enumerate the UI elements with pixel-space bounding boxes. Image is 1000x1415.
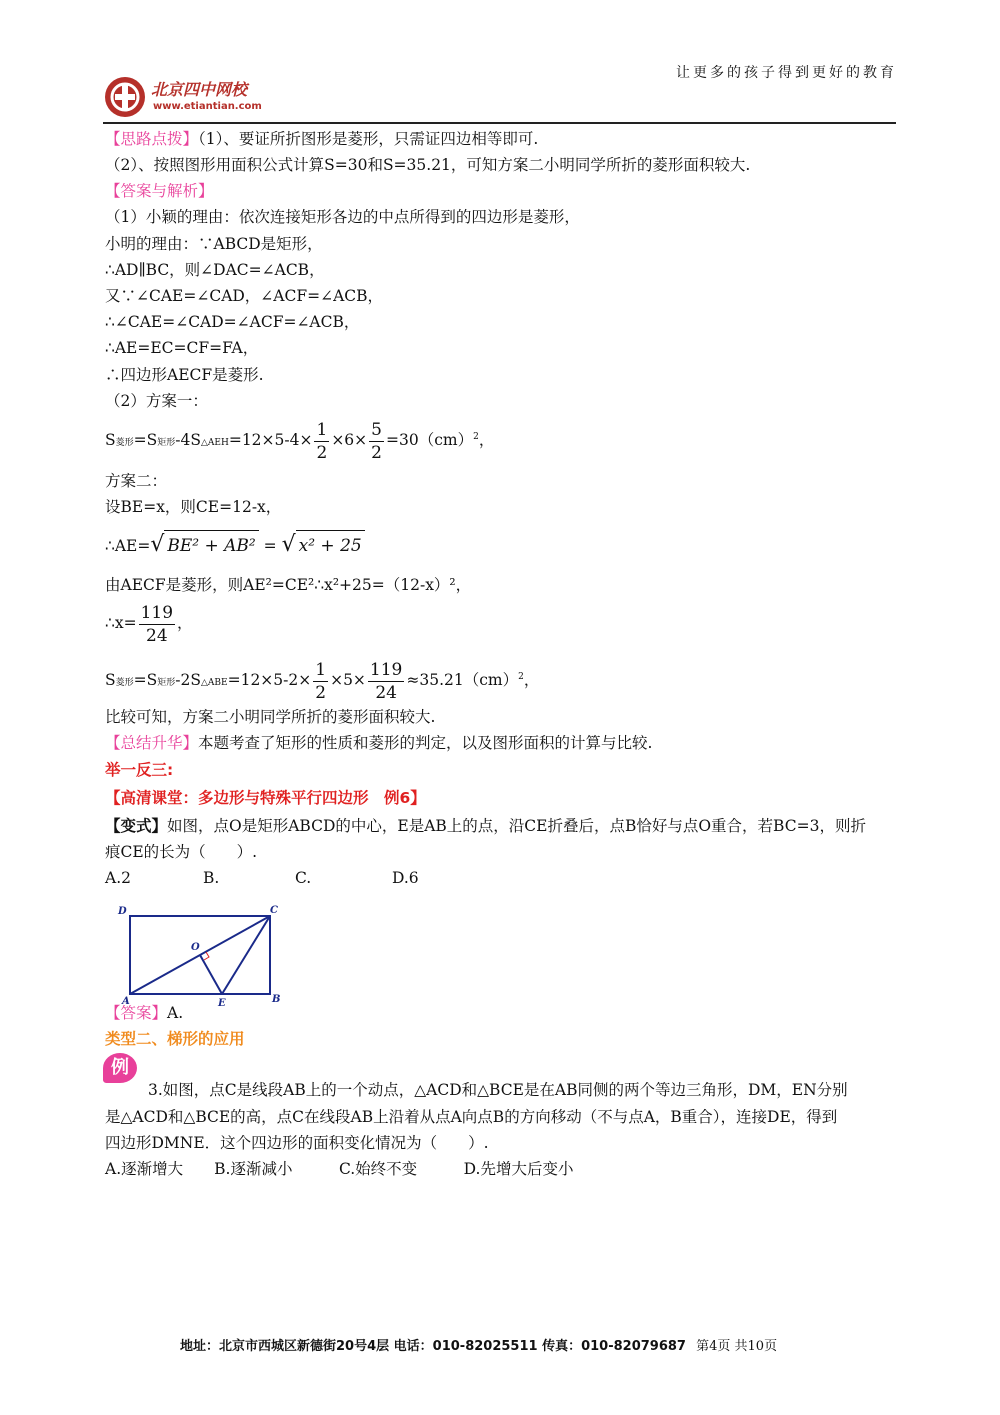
segment-ce — [222, 916, 270, 994]
answer-line-2: 小明的理由：∵ABCD是矩形， — [105, 235, 323, 253]
fraction: $\frac{119}{24}$ — [140, 602, 174, 646]
example-badge-icon: 例 — [103, 1053, 137, 1083]
fraction: $\frac{1}{2}$ — [315, 659, 327, 703]
hint-text-1: （1）、要证所折图形是菱形，只需证四边相等即可. — [198, 130, 539, 148]
answer-tag: 【答案与解析】 — [105, 182, 214, 200]
hint-line-2: （2）、按照图形用面积公式计算S=30和S=35.21，可知方案二小明同学所折的菱形面积较大. — [105, 156, 751, 174]
sqrt-icon: √ — [150, 532, 165, 557]
rectangle-figure — [110, 900, 290, 1010]
summary-text: 本题考查了矩形的性质和菱形的判定，以及图形面积的计算与比较. — [198, 734, 653, 752]
type2-q-line-3: 四边形DMNE．这个四边形的面积变化情况为（ ）. — [105, 1134, 489, 1152]
variant-options — [105, 867, 419, 889]
radicand: BE² + AB² — [164, 530, 258, 561]
answer-line-12: 比较可知，方案二小明同学所折的菱形面积较大. — [105, 708, 436, 726]
segment-oe — [200, 955, 222, 994]
answer-line-3: ∴AD∥BC，则∠DAC=∠ACB， — [105, 261, 325, 279]
logo-name: 北京四中网校 — [151, 80, 248, 99]
label-d: D — [118, 906, 127, 917]
footer-address: 地址：北京市西城区新德街20号4层 电话：010-82025511 传真：010-82079687 — [180, 1339, 686, 1354]
type2-options: A.逐渐增大 B.逐渐减小 C.始终不变 D.先增大后变小 — [105, 1160, 574, 1178]
formula-x: ∴x= $\frac{119}{24}$ ， — [105, 602, 193, 646]
label-o: O — [191, 942, 200, 953]
logo-url: www.etiantian.com — [153, 101, 262, 112]
label-b: B — [272, 994, 281, 1005]
label-e: E — [218, 998, 226, 1009]
formula-plan2: S菱形=S矩形-2S△ABE=12×5-2× $\frac{1}{2}$ ×5× $\frac{119}{24}$ ≈35.21（cm）$^2$， — [105, 659, 540, 703]
header-rule — [103, 122, 896, 124]
type2-title: 类型二、梯形的应用 — [105, 1030, 245, 1048]
variant-line-2: 痕CE的长为（ ）. — [105, 843, 258, 861]
answer-line-5: ∴∠CAE=∠CAD=∠ACF=∠ACB， — [105, 313, 360, 331]
logo-emblem-icon — [103, 75, 147, 119]
answer-line-1: （1）小颖的理由：依次连接矩形各边的中点所得到的四边形是菱形， — [105, 208, 580, 226]
footer-page: 第4页 共10页 — [696, 1339, 778, 1354]
sqrt-icon: √ — [281, 532, 296, 557]
formula-plan1: S菱形=S矩形-4S△AEH=12×5-4× $\frac{1}{2}$ ×6× $\frac{5}{2}$ =30（cm）$^2$， — [105, 419, 495, 463]
answer-line-7: ∴四边形AECF是菱形. — [105, 366, 264, 384]
type2-q-line-2: 是△ACD和△BCE的高，点C在线段AB上沿着从点A向点B的方向移动（不与点A，B重合），连接DE，得到 — [105, 1108, 838, 1126]
formula-ae: ∴AE=√ BE² + AB² = √ x² + 25 — [105, 530, 365, 561]
header-slogan: 让更多的孩子得到更好的教育 — [676, 65, 897, 81]
class-title: 【高清课堂：多边形与特殊平行四边形 例6】 — [105, 789, 426, 807]
answer-line-10: 设BE=x，则CE=12-x， — [105, 498, 282, 516]
answer-line-4: 又∵∠CAE=∠CAD，∠ACF=∠ACB， — [105, 287, 384, 305]
variant-tag: 【变式】 — [105, 817, 168, 835]
school-logo — [103, 75, 303, 119]
answer-line-8: （2）方案一： — [105, 392, 208, 410]
hint-line-1 — [105, 128, 538, 150]
variant-line-1: 【变式】如图，点O是矩形ABCD的中心，E是AB上的点，沿CE折叠后，点B恰好与点O重合，若BC=3，则折 — [105, 817, 866, 835]
option-d: D.6 — [392, 869, 419, 887]
label-a: A — [122, 996, 130, 1007]
option-c: C. — [295, 869, 312, 887]
variant-answer: 【答案】A. — [105, 1004, 184, 1022]
answer-tag-2: 【答案】 — [105, 1004, 168, 1022]
summary-line — [105, 732, 652, 754]
type2-q-line-1: 3.如图，点C是线段AB上的一个动点，△ACD和△BCE是在AB同侧的两个等边三角形，DM，EN分别 — [148, 1081, 848, 1099]
radicand: x² + 25 — [296, 530, 365, 561]
answer-line-9: 方案二： — [105, 472, 168, 490]
summary-tag: 【总结升华】 — [105, 734, 199, 752]
option-a: A.2 — [105, 869, 131, 887]
extend-title: 举一反三: — [105, 761, 174, 779]
fraction: $\frac{5}{2}$ — [371, 419, 382, 463]
answer-line-6: ∴AE=EC=CF=FA， — [105, 339, 259, 357]
label-c: C — [270, 905, 278, 916]
option-b: B. — [203, 869, 220, 887]
fraction: $\frac{1}{2}$ — [316, 419, 328, 463]
hint-tag: 【思路点拨】 — [105, 130, 199, 148]
answer-line-11: 由AECF是菱形，则AE²=CE²∴x²+25=（12-x）²， — [105, 576, 472, 594]
footer — [180, 1335, 777, 1354]
fraction: $\frac{119}{24}$ — [369, 659, 403, 703]
